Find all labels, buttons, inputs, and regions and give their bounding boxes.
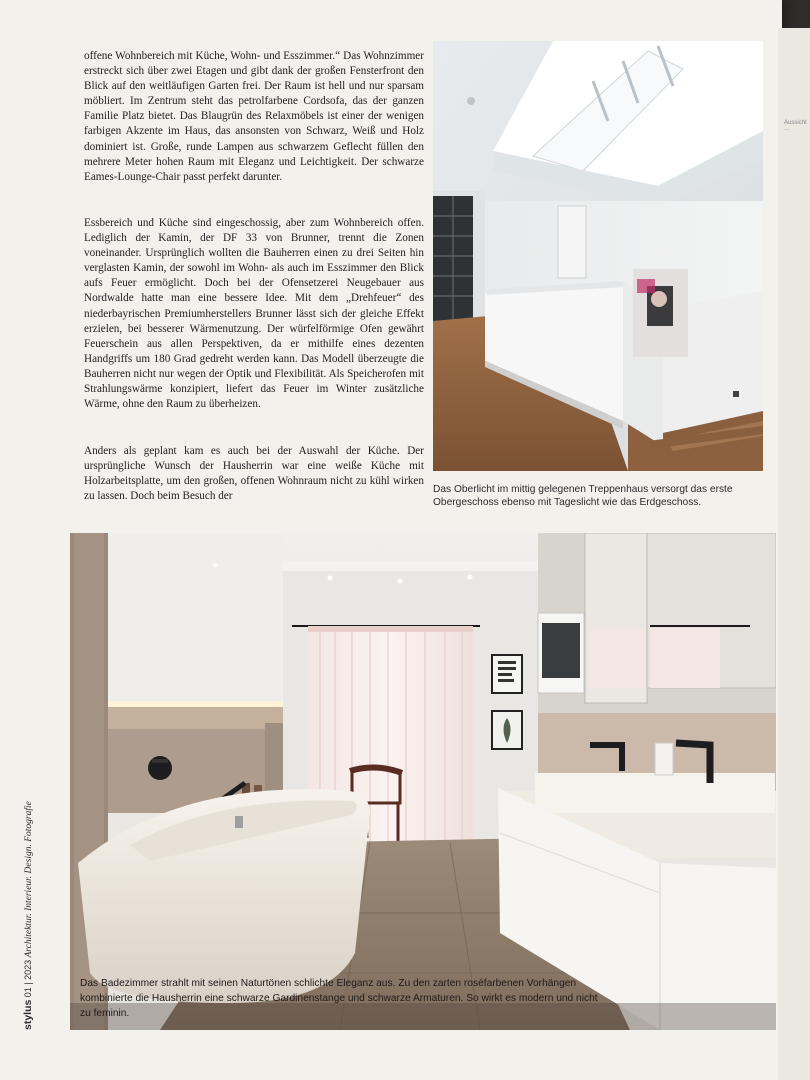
bathroom-caption: Das Badezimmer strahlt mit seinen Naturtönen schlichte Eleganz aus. Zu den zarten roséfarbenen Vorhängen kombinierte die Hausherrin eine schwarze Gardinenstange und schwarze Armaturen. So wirkt es modern und nicht zu feminin. <box>80 978 598 1019</box>
article-paragraph-1: offene Wohnbereich mit Küche, Wohn- und Esszimmer.“ Das Wohnzimmer erstreckt sich über zwei Etagen und gibt dank der großen Fensterfront den Blick auf den weitläufigen Garten frei. Der Raum ist hell und nur sparsam möbliert. Im Zentrum steht das petrolfarbene Cordsofa, das der ganzen Familie Platz bietet. Das Blaugrün des Relaxmöbels ist einer der wenigen farbigen Akzente im Haus, das ansonsten von Schwarz, Weiß und Holz dominiert ist. Große, runde Lampen aus schwarzem Geflecht füllen den mehrere Meter hohen Raum mit Eleganz und Leichtigkeit. Der schwarze Eames-Lounge-Chair passt perfekt darunter. <box>84 50 424 183</box>
magazine-tagline: Architektur. Interieur. Design. Fotografie <box>24 801 34 958</box>
next-page-fragment: Aussicht ... <box>784 120 807 132</box>
staircase-photo <box>433 41 763 471</box>
staircase-caption: Das Oberlicht im mittig gelegenen Treppenhaus versorgt das erste Obergeschoss ebenso mit Tageslicht wie das Erdgeschoss. <box>433 484 733 508</box>
magazine-brand: stylus <box>22 999 34 1030</box>
article-paragraph-2: Essbereich und Küche sind eingeschossig, aber zum Wohnbereich offen. Lediglich der Kamin, der DF 33 von Brunner, trennt die Zonen voneinander. Ursprünglich wollten die Bauherren einen zu drei Seiten hin verglasten Kamin, der sowohl im Wohn- als auch im Esszimmer den Blick aufs Feuer ermöglicht. Doch bei der Ofensetzerei Neugebauer aus Nordwalde hatte man eine bessere Idee. Mit dem „Drehfeuer“ des niederbayrischen Premiumherstellers Brunner lässt sich der gleiche Effekt erzielen, bei besserer Wärmenutzung. Der würfelförmige Ofen gewährt Feuerschein aus allen Perspektiven, da er mithilfe eines dezenten Handgriffs um 180 Grad gedreht werden kann. Das Modell überzeugte die Bauherren nicht nur wegen der Optik und Flexibilität. Als Speicherofen mit Strahlungswärme konzipiert, liefert das Feuer im Winter zusätzliche Wärme, ohne den Raum zu überheizen. <box>84 217 424 411</box>
magazine-spine <box>22 801 34 1030</box>
article-paragraph-3: Anders als geplant kam es auch bei der Auswahl der Küche. Der ursprüngliche Wunsch der Hausherrin war eine weiße Küche mit Holzarbeitsplatte, um den großen, offenen Wohnraum nicht zu kühl wirken zu lassen. Doch beim Besuch der <box>84 445 424 503</box>
issue-number: 01 | 2023 <box>23 959 33 998</box>
next-page-edge <box>778 28 810 1080</box>
bathroom-photo <box>70 533 776 1030</box>
